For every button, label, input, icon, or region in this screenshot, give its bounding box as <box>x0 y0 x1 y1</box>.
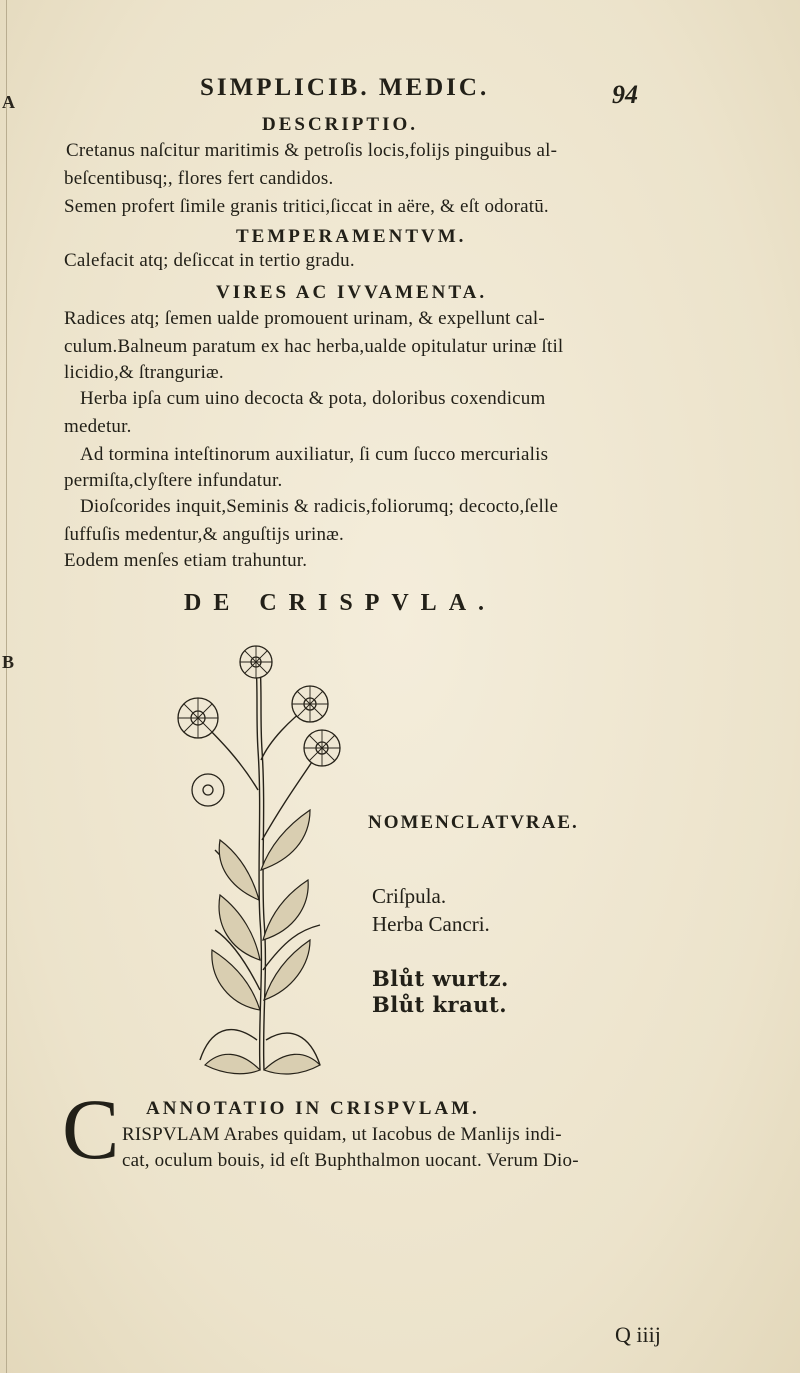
plant-woodcut-illustration <box>160 640 370 1080</box>
text-line: ſuffuſis medentur,& anguſtijs urinæ. <box>64 524 344 545</box>
latin-name: Criſpula. <box>372 884 447 908</box>
drop-capital: C <box>62 1081 120 1177</box>
heading-vires: VIRES AC IVVAMENTA. <box>216 282 488 303</box>
text-line: permiſta,clyſtere infundatur. <box>64 470 283 491</box>
margin-letter-b: B <box>2 652 15 672</box>
text-line: Calefacit atq; deſiccat in tertio gradu. <box>64 250 355 271</box>
text-line: Dioſcorides inquit,Seminis & radicis,foliorumq; decocto,ſelle <box>80 496 559 517</box>
annotation-heading: ANNOTATIO IN CRISPVLAM. <box>146 1098 480 1119</box>
text-line: Ad tormina inteſtinorum auxiliatur, ſi cum ſucco mercurialis <box>80 444 549 465</box>
heading-temperamentum: TEMPERAMENTVM. <box>236 226 467 247</box>
nomenclature-heading: NOMENCLATVRAE. <box>368 812 579 833</box>
margin-rule <box>6 0 7 1373</box>
text-line: beſcentibusq;, flores fert candidos. <box>64 168 334 189</box>
text-line: Cretanus naſcitur maritimis & petroſis locis,folijs pinguibus al- <box>66 140 558 161</box>
german-name: Blůt wurtz. <box>372 966 509 991</box>
signature-mark: Q iiij <box>615 1322 661 1347</box>
running-title: SIMPLICIB. MEDIC. <box>200 74 490 101</box>
text-line: Eodem menſes etiam trahuntur. <box>64 550 308 571</box>
margin-letter-a: A <box>2 92 15 112</box>
text-line: licidio,& ſtranguriæ. <box>64 362 224 383</box>
section-title: DE CRISPVLA. <box>184 590 497 616</box>
folio-number: 94 <box>612 80 638 109</box>
text-line: culum.Balneum paratum ex hac herba,ualde opitulatur urinæ ſtil <box>64 336 564 357</box>
latin-name: Herba Cancri. <box>372 912 490 936</box>
german-name: Blůt kraut. <box>372 992 508 1017</box>
text-line: cat, oculum bouis, id eſt Buphthalmon uocant. Verum Dio- <box>122 1150 579 1171</box>
text-line: Herba ipſa cum uino decocta & pota, doloribus coxendicum <box>80 388 546 409</box>
text-line: Semen profert ſimile granis tritici,ſiccat in aëre, & eſt odoratū. <box>64 196 549 217</box>
text-line: Radices atq; ſemen ualde promouent urinam, & expellunt cal- <box>64 308 545 329</box>
text-line: RISPVLAM Arabes quidam, ut Iacobus de Manlijs indi- <box>122 1124 562 1145</box>
text-line: medetur. <box>64 416 132 437</box>
heading-descriptio: DESCRIPTIO. <box>262 114 418 135</box>
